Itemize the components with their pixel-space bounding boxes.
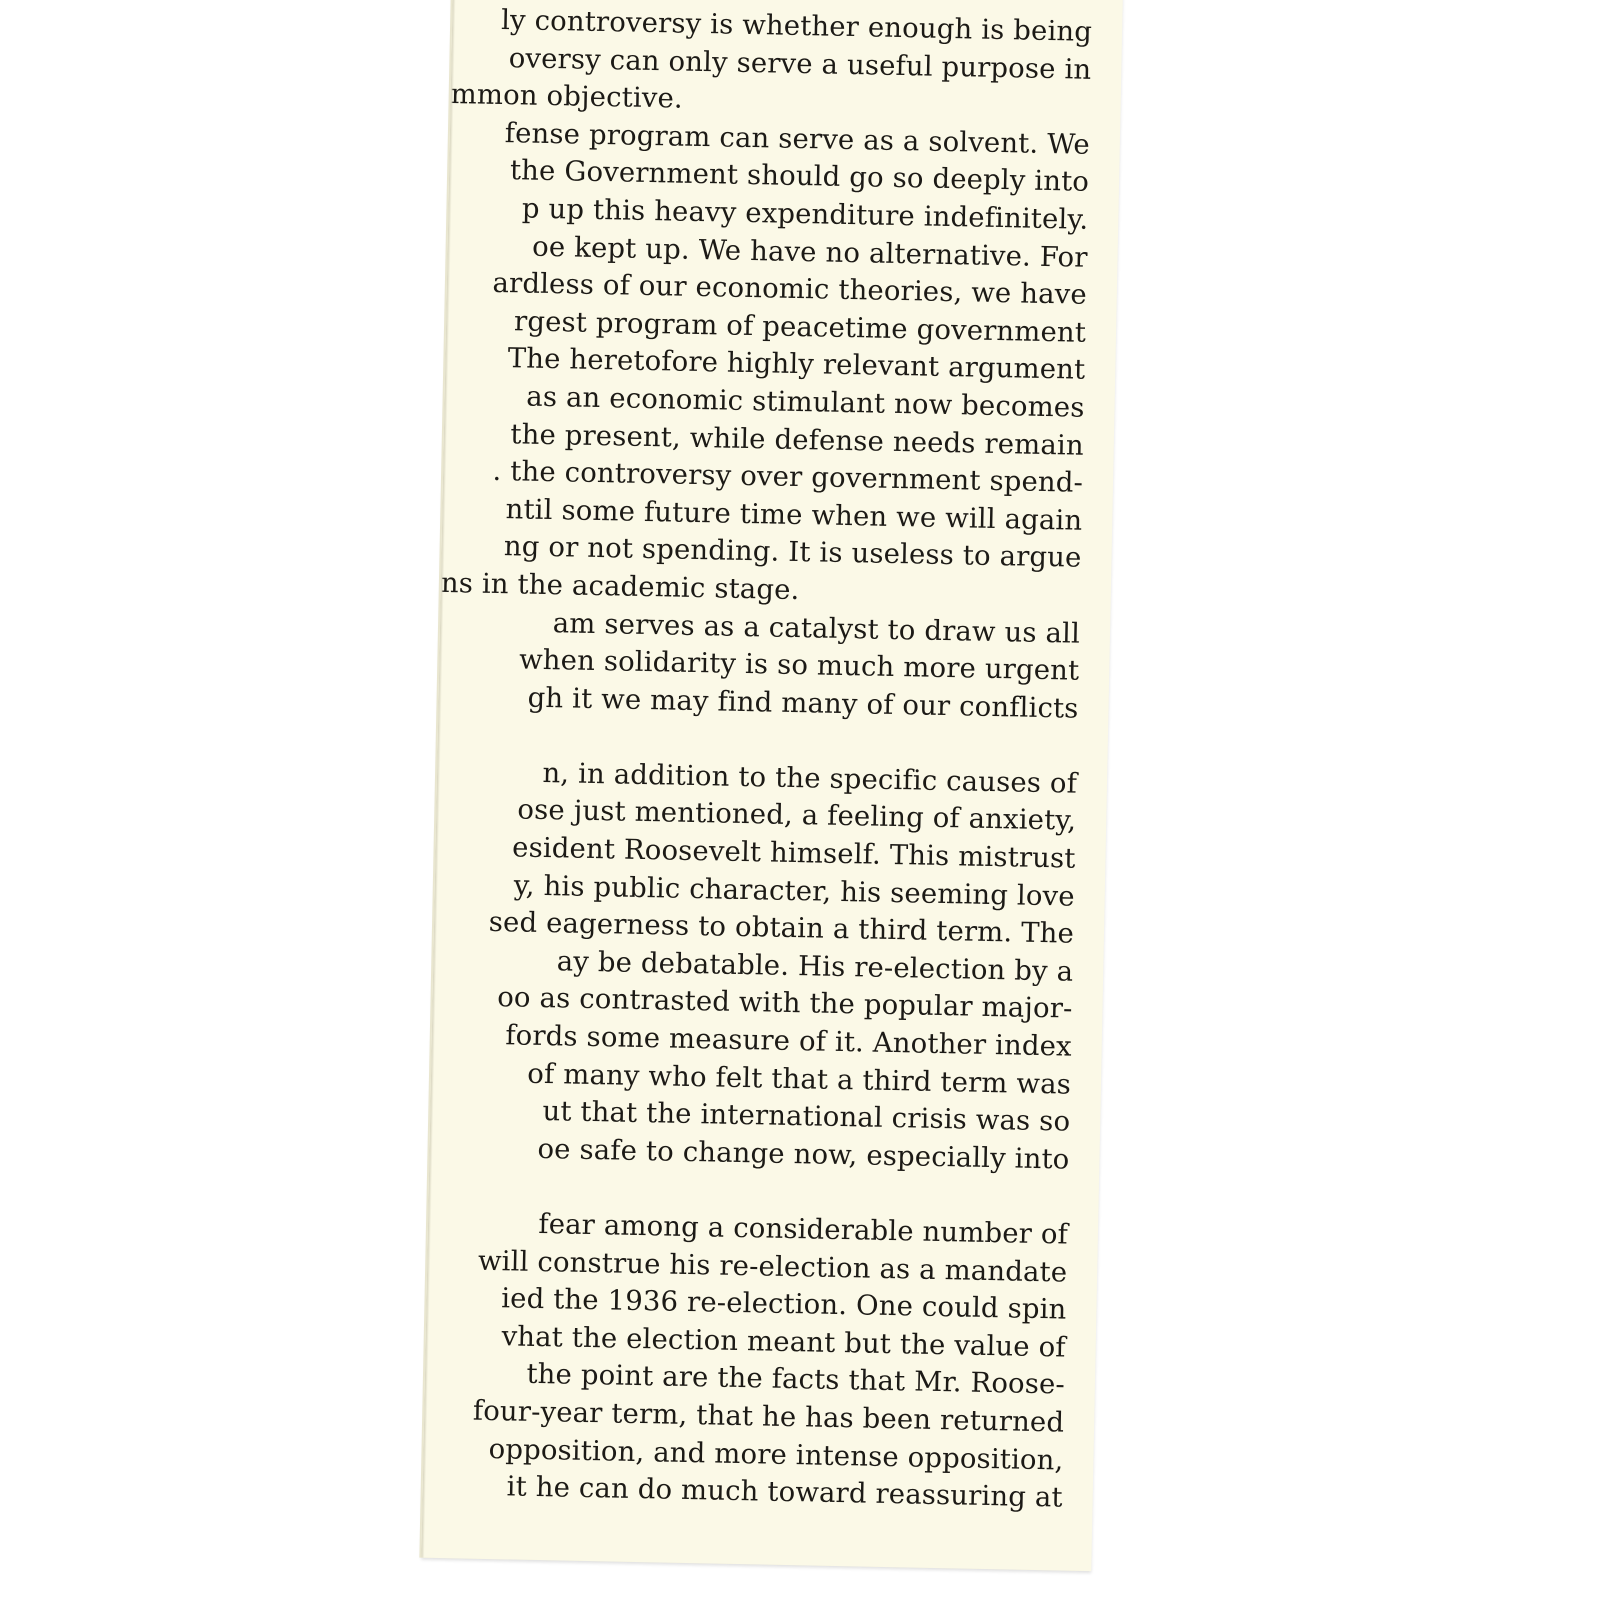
page-fragment (421, 0, 1123, 1571)
text-line: sed eagerness to obtain a third term. The (488, 906, 1075, 950)
text-line: opposition, and more intense opposition, (488, 1432, 1064, 1477)
text-line: ut that the international crisis was so (542, 1095, 1071, 1138)
text-line: oversy can only serve a useful purpose in (508, 41, 1092, 86)
text-line: ied the 1936 re-election. One could spin (500, 1282, 1067, 1326)
text-line: fords some measure of it. Another index (505, 1019, 1073, 1063)
text-line: The heretofore highly relevant argument (507, 342, 1086, 387)
text-line: ay be debatable. His re-election by a (556, 945, 1074, 988)
text-line: esident Roosevelt himself. This mistrust (511, 831, 1076, 875)
text-line: oe kept up. We have no alternative. For (531, 230, 1088, 274)
text-line: ardless of our economic theories, we have (492, 267, 1088, 311)
text-line: rgest program of peacetime government (513, 305, 1087, 349)
text-line: four-year term, that he has been returned (472, 1394, 1065, 1439)
text-line: n, in addition to the specific causes of (542, 756, 1078, 800)
text-line: vhat the election meant but the value of (501, 1320, 1067, 1364)
text-line: oo as contrasted with the popular major- (496, 981, 1073, 1026)
text-line: ly controversy is whether enough is being (500, 3, 1093, 48)
text-line: when solidarity is so much more urgent (518, 643, 1080, 687)
text-line: y, his public character, his seeming love (513, 869, 1076, 913)
text-line: it he can do much toward reassuring at (506, 1470, 1063, 1514)
text-line: ng or not spending. It is useless to argue (503, 530, 1082, 575)
text-line: p up this heavy expenditure indefinitely. (521, 192, 1089, 236)
text-line: ose just mentioned, a feeling of anxiety, (517, 793, 1077, 838)
text-line: . the controversy over government spend- (492, 455, 1084, 499)
text-line: the point are the facts that Mr. Roose- (526, 1358, 1066, 1401)
text-line: fear among a considerable number of (538, 1207, 1069, 1251)
text-line: as an economic stimulant now becomes (526, 380, 1085, 424)
text-line: am serves as a catalyst to draw us all (552, 606, 1081, 650)
text-line: ns in the academic stage. (440, 566, 800, 606)
text-line: will construe his re-election as a mandate (477, 1244, 1068, 1289)
text-line: the present, while defense needs remain (510, 417, 1085, 462)
text-line: oe safe to change now, especially into (537, 1132, 1070, 1176)
text-line: fense program can serve as a solvent. We (504, 116, 1091, 161)
text-line: the Government should go so deeply into (509, 154, 1090, 199)
text-column (422, 1, 1092, 1517)
text-line: of many who felt that a third term was (527, 1057, 1072, 1101)
text-line: mmon objective. (450, 78, 684, 115)
text-line: gh it we may find many of our conflicts (527, 681, 1079, 725)
text-line: ntil some future time when we will again (505, 492, 1083, 537)
